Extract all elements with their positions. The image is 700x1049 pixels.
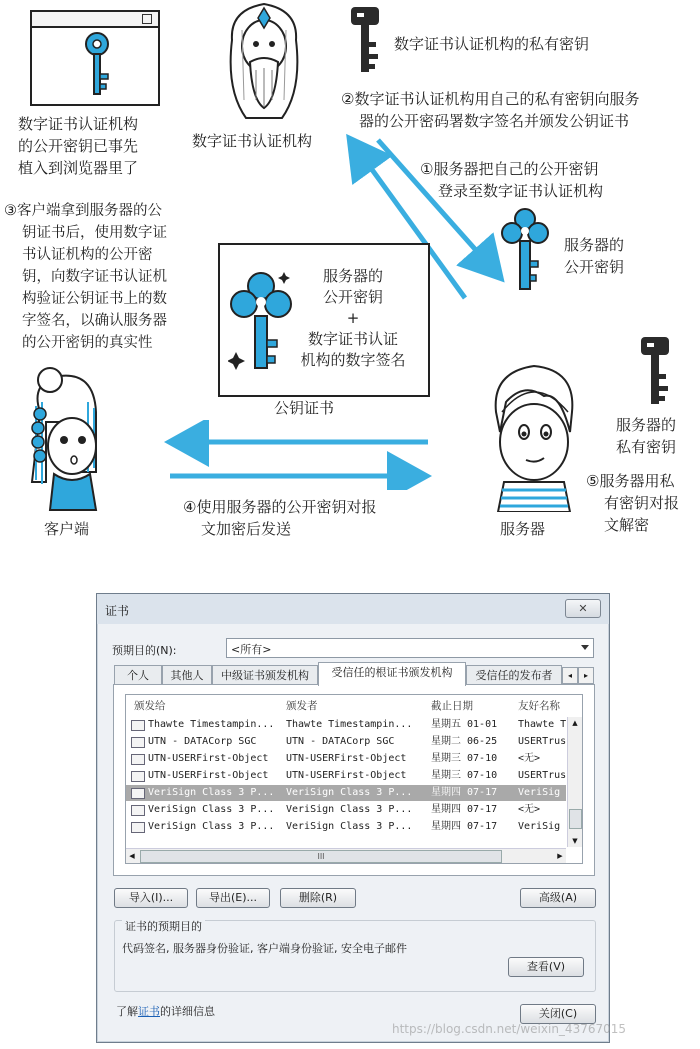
column-header-expiration[interactable]: 截止日期 (431, 700, 473, 712)
client-server-arrows (160, 420, 440, 490)
advanced-button[interactable]: 高级(A) (520, 888, 596, 908)
scroll-down-icon[interactable]: ▼ (572, 837, 578, 845)
server-private-key-label-line: 服务器的 (616, 416, 677, 434)
certificate-icon (131, 788, 145, 799)
tab-trusted-publishers[interactable]: 受信任的发布者 (466, 665, 562, 685)
column-header-issued-to[interactable]: 颁发给 (134, 700, 166, 712)
learn-more-suffix: 的详细信息 (160, 1005, 215, 1018)
certificate-key-icon (228, 268, 294, 380)
client-label: 客户端 (44, 520, 90, 538)
step1-line: 登录至数字证书认证机构 (438, 182, 604, 200)
server-public-key-label-line: 公开密钥 (564, 258, 625, 276)
scroll-right-icon[interactable]: ▶ (557, 852, 563, 860)
certificate-icon (131, 805, 145, 816)
step5-line: ⑤服务器用私 (586, 472, 675, 490)
table-cell: VeriSign Class 3 P... (286, 787, 413, 798)
table-row[interactable] (126, 802, 566, 818)
table-cell: UTN-USERFirst-Object (148, 770, 269, 781)
server-private-key-icon (638, 334, 672, 408)
intended-purposes-text: 代码签名, 服务器身份验证, 客户端身份验证, 安全电子邮件 (122, 942, 407, 955)
watermark: https://blog.csdn.net/weixin_43767015 (392, 1022, 627, 1036)
browser-label (18, 113, 188, 179)
table-cell: UTN-USERFirst-Object (286, 770, 407, 781)
certificate-box-text (288, 266, 418, 371)
tab-personal[interactable]: 个人 (114, 665, 162, 685)
ca-label: 数字证书认证机构 (192, 132, 313, 150)
table-cell: USERTrus (518, 736, 566, 747)
table-cell: USERTrus (518, 770, 566, 781)
tab-scroll-right-icon[interactable]: ▸ (578, 667, 594, 684)
purpose-label: 预期目的(N): (112, 644, 177, 657)
tab-other-people[interactable]: 其他人 (162, 665, 212, 685)
step5-text (586, 470, 700, 536)
client-figure-icon (10, 362, 120, 512)
certificate-icon (131, 720, 145, 731)
tab-trusted-root-ca[interactable]: 受信任的根证书颁发机构 (318, 662, 466, 686)
table-cell: VeriSig (518, 787, 561, 798)
remove-button[interactable]: 删除(R) (280, 888, 356, 908)
step3-line: ③客户端拿到服务器的公 (4, 203, 162, 219)
learn-more-prefix: 了解 (116, 1005, 138, 1018)
chevron-down-icon (581, 645, 589, 650)
table-cell: 星期三 07-10 (431, 770, 498, 781)
browser-close-icon (142, 14, 152, 24)
server-figure-icon (484, 352, 584, 512)
certificate-label: 公钥证书 (274, 399, 335, 417)
close-button[interactable]: 关闭(C) (520, 1004, 596, 1024)
table-cell: UTN - DATACorp SGC (286, 736, 395, 747)
table-cell: Thawte Timestampin... (148, 719, 275, 730)
browser-label-line: 植入到浏览器里了 (18, 159, 139, 177)
horizontal-scroll-thumb[interactable]: III (140, 850, 502, 863)
certificate-icon (131, 822, 145, 833)
table-row[interactable] (126, 785, 566, 801)
table-cell: UTN-USERFirst-Object (286, 753, 407, 764)
dialog-titlebar (97, 594, 609, 624)
cert-text-line: 机构的数字签名 (300, 351, 406, 369)
step4-line: ④使用服务器的公开密钥对报 (183, 498, 377, 516)
export-button[interactable]: 导出(E)... (196, 888, 270, 908)
step2-text (341, 88, 700, 132)
learn-more-link[interactable]: 证书 (138, 1005, 160, 1018)
browser-public-key-icon (80, 30, 114, 100)
ca-private-key-icon (348, 4, 382, 76)
table-cell: 星期三 07-10 (431, 753, 498, 764)
view-button[interactable]: 查看(V) (508, 957, 584, 977)
server-private-key-label (616, 414, 676, 458)
ca-figure-icon (222, 0, 306, 124)
table-cell: <无> (518, 804, 541, 815)
purpose-select[interactable] (226, 638, 594, 658)
table-cell: VeriSign Class 3 P... (148, 821, 275, 832)
table-row[interactable] (126, 751, 566, 767)
step3-line: 钥，向数字证书认证机 (22, 269, 167, 285)
table-row[interactable] (126, 768, 566, 784)
ca-private-key-label: 数字证书认证机构的私有密钥 (394, 35, 590, 53)
server-label: 服务器 (500, 520, 546, 538)
vertical-scrollbar[interactable] (567, 717, 582, 847)
step4-line: 文加密后发送 (201, 520, 292, 538)
column-header-friendly-name[interactable]: 友好名称 (518, 700, 560, 712)
purpose-select-value: <所有> (231, 643, 272, 656)
server-public-key-label (564, 234, 624, 278)
table-cell: VeriSign Class 3 P... (148, 804, 275, 815)
table-cell: <无> (518, 753, 541, 764)
browser-titlebar (32, 12, 158, 28)
table-cell: Thawte T (518, 719, 566, 730)
horizontal-scrollbar[interactable] (126, 848, 566, 863)
step3-line: 字签名，以确认服务器 (22, 313, 167, 329)
learn-more-text (116, 1003, 215, 1019)
tab-intermediate-ca[interactable]: 中级证书颁发机构 (212, 665, 318, 685)
table-cell: 星期四 07-17 (431, 821, 498, 832)
table-cell: VeriSig (518, 821, 561, 832)
step3-line: 书认证机构的公开密 (22, 247, 153, 263)
tab-scroll-left-icon[interactable]: ◂ (562, 667, 578, 684)
certificate-icon (131, 737, 145, 748)
certificate-list[interactable] (125, 694, 583, 864)
cert-text-line: 数字证书认证 (307, 330, 398, 348)
cert-text-line: 服务器的 (322, 267, 383, 285)
scroll-up-icon[interactable]: ▲ (572, 719, 578, 727)
certificate-icon (131, 771, 145, 782)
step3-line: 构验证公钥证书上的数 (22, 291, 167, 307)
table-cell: Thawte Timestampin... (286, 719, 413, 730)
table-cell: 星期四 07-17 (431, 787, 498, 798)
vertical-scroll-thumb[interactable] (569, 809, 582, 829)
table-cell: 星期五 01-01 (431, 719, 498, 730)
table-cell: 星期二 06-25 (431, 736, 498, 747)
dialog-close-icon[interactable]: ✕ (565, 599, 601, 618)
step3-text (4, 200, 219, 354)
step2-line: ②数字证书认证机构用自己的私有密钥向服务 (341, 90, 640, 108)
dialog-title: 证书 (105, 604, 130, 618)
step4-text (183, 496, 443, 540)
column-header-issued-by[interactable]: 颁发者 (286, 700, 318, 712)
table-row[interactable] (126, 819, 566, 835)
server-public-key-icon (500, 205, 550, 293)
certificate-icon (131, 754, 145, 765)
step2-line: 器的公开密码署数字签名并颁发公钥证书 (359, 112, 630, 130)
intended-purposes-title: 证书的预期目的 (122, 918, 205, 934)
table-cell: VeriSign Class 3 P... (286, 804, 413, 815)
scroll-left-icon[interactable]: ◀ (129, 852, 135, 860)
table-cell: 星期四 07-17 (431, 804, 498, 815)
table-cell: VeriSign Class 3 P... (148, 787, 275, 798)
browser-label-line: 数字证书认证机构 (18, 115, 139, 133)
table-row[interactable] (126, 717, 566, 733)
step5-line: 文解密 (604, 516, 650, 534)
import-button[interactable]: 导入(I)... (114, 888, 188, 908)
server-private-key-label-line: 私有密钥 (616, 438, 677, 456)
browser-label-line: 的公开密钥已事先 (18, 137, 139, 155)
step3-line: 钥证书后，使用数字证 (22, 225, 167, 241)
table-cell: UTN-USERFirst-Object (148, 753, 269, 764)
cert-text-line: 公开密钥 (322, 288, 383, 306)
step1-line: ①服务器把自己的公开密钥 (420, 160, 599, 178)
server-public-key-label-line: 服务器的 (564, 236, 625, 254)
table-row[interactable] (126, 734, 566, 750)
table-cell: UTN - DATACorp SGC (148, 736, 257, 747)
cert-text-line: + (346, 309, 360, 327)
step5-line: 有密钥对报 (604, 494, 680, 512)
table-cell: VeriSign Class 3 P... (286, 821, 413, 832)
step3-line: 的公开密钥的真实性 (22, 335, 153, 351)
